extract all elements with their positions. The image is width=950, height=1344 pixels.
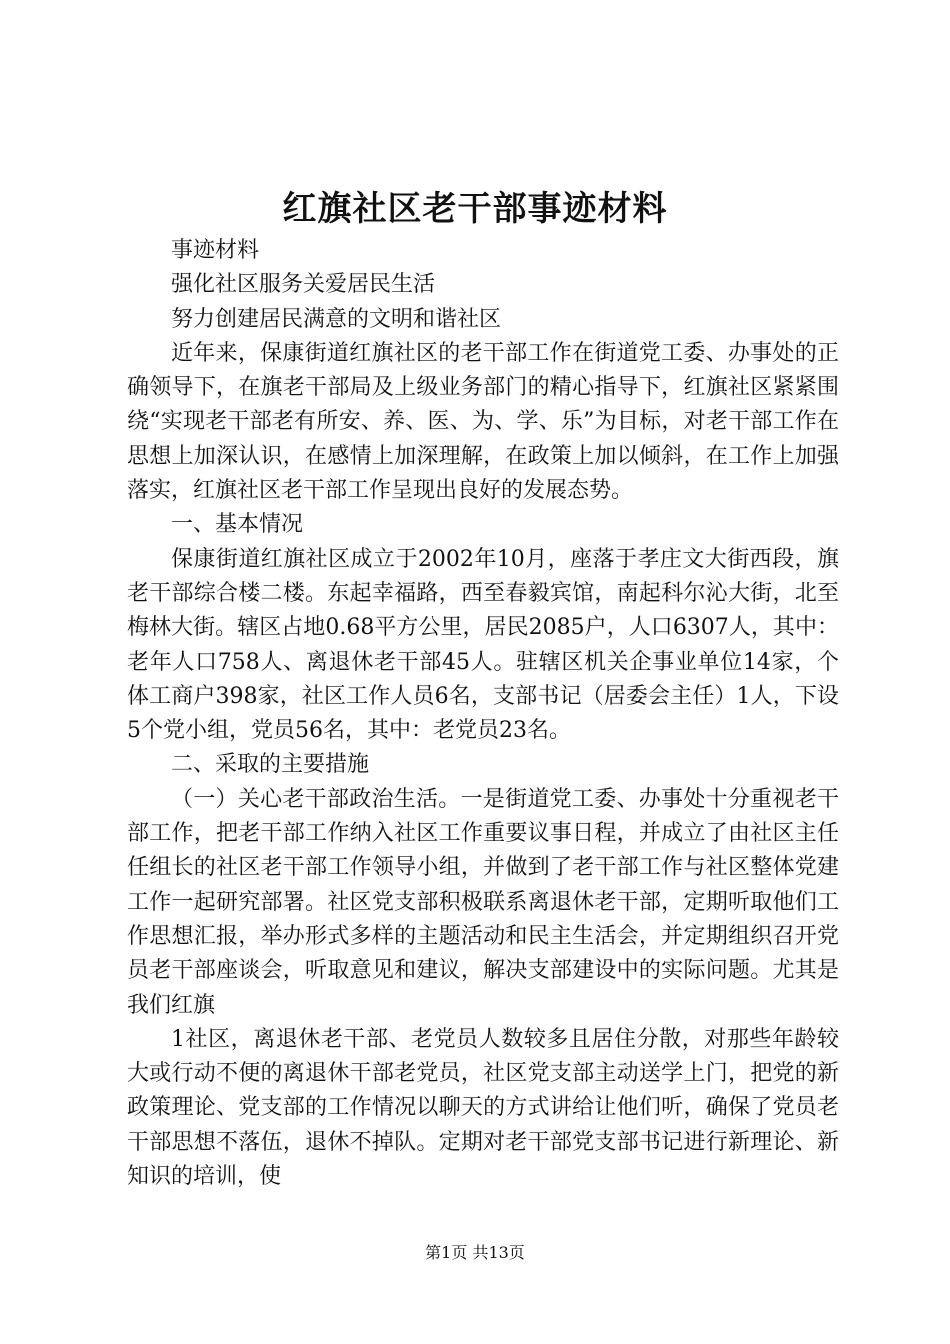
paragraph-subtitle: 强化社区服务关爱居民生活: [171, 272, 436, 298]
paragraph-subtitle: 努力创建居民满意的文明和谐社区: [171, 306, 502, 332]
page-number: 第1页 共13页: [425, 1243, 525, 1262]
document-body: [127, 234, 839, 1194]
paragraph-measures: （一）关心老干部政治生活。一是街道党工委、办事处十分重视老干部工作，把老干部工作纳入社区工作重要议事日程，并成立了由社区主任任组长的社区老干部工作领导小组，并做到了老干部工作与社区整体党建工作一起研究部署。社区党支部积极联系离退休老干部，定期听取他们工作思想汇报，举办形式多样的主题活动和民主生活会，并定期组织召开党员老干部座谈会，听取意见和建议，解决支部建设中的实际问题。尤其是我们红旗: [127, 786, 839, 1018]
paragraph-subtitle: 事迹材料: [171, 238, 260, 263]
section-heading: 一、基本情况: [171, 512, 304, 538]
paragraph-basic-info: 保康街道红旗社区成立于2002年10月，座落于孝庄文大街西段，旗老干部综合楼二楼。东起幸福路，西至春毅宾馆，南起科尔沁大街，北至梅林大街。辖区占地0.68平方公里，居民2085户，人口6307人，其中：老年人口758人、离退休老干部45人。驻辖区机关企事业单位14家，个体工商户398家，社区工作人员6名，支部书记（居委会主任）1人，下设5个党小组，党员56名，其中：老党员23名。: [127, 546, 839, 744]
paragraph-intro: 近年来，保康街道红旗社区的老干部工作在街道党工委、办事处的正确领导下，在旗老干部局及上级业务部门的精心指导下，红旗社区紧紧围绕“实现老干部老有所安、养、医、为、学、乐”为目标，对老干部工作在思想上加深认识，在感情上加深理解，在政策上加以倾斜，在工作上加强落实，红旗社区老干部工作呈现出良好的发展态势。: [127, 340, 839, 504]
document-title: 红旗社区老干部事迹材料: [282, 189, 668, 229]
section-heading: 二、采取的主要措施: [171, 752, 370, 778]
paragraph-measures-cont: 1社区，离退休老干部、老党员人数较多且居住分散，对那些年龄较大或行动不便的离退休干部老党员，社区党支部主动送学上门，把党的新政策理论、党支部的工作情况以聊天的方式讲给让他们听，确保了党员老干部思想不落伍，退休不掉队。定期对老干部党支部书记进行新理论、新知识的培训，使: [127, 1026, 839, 1190]
